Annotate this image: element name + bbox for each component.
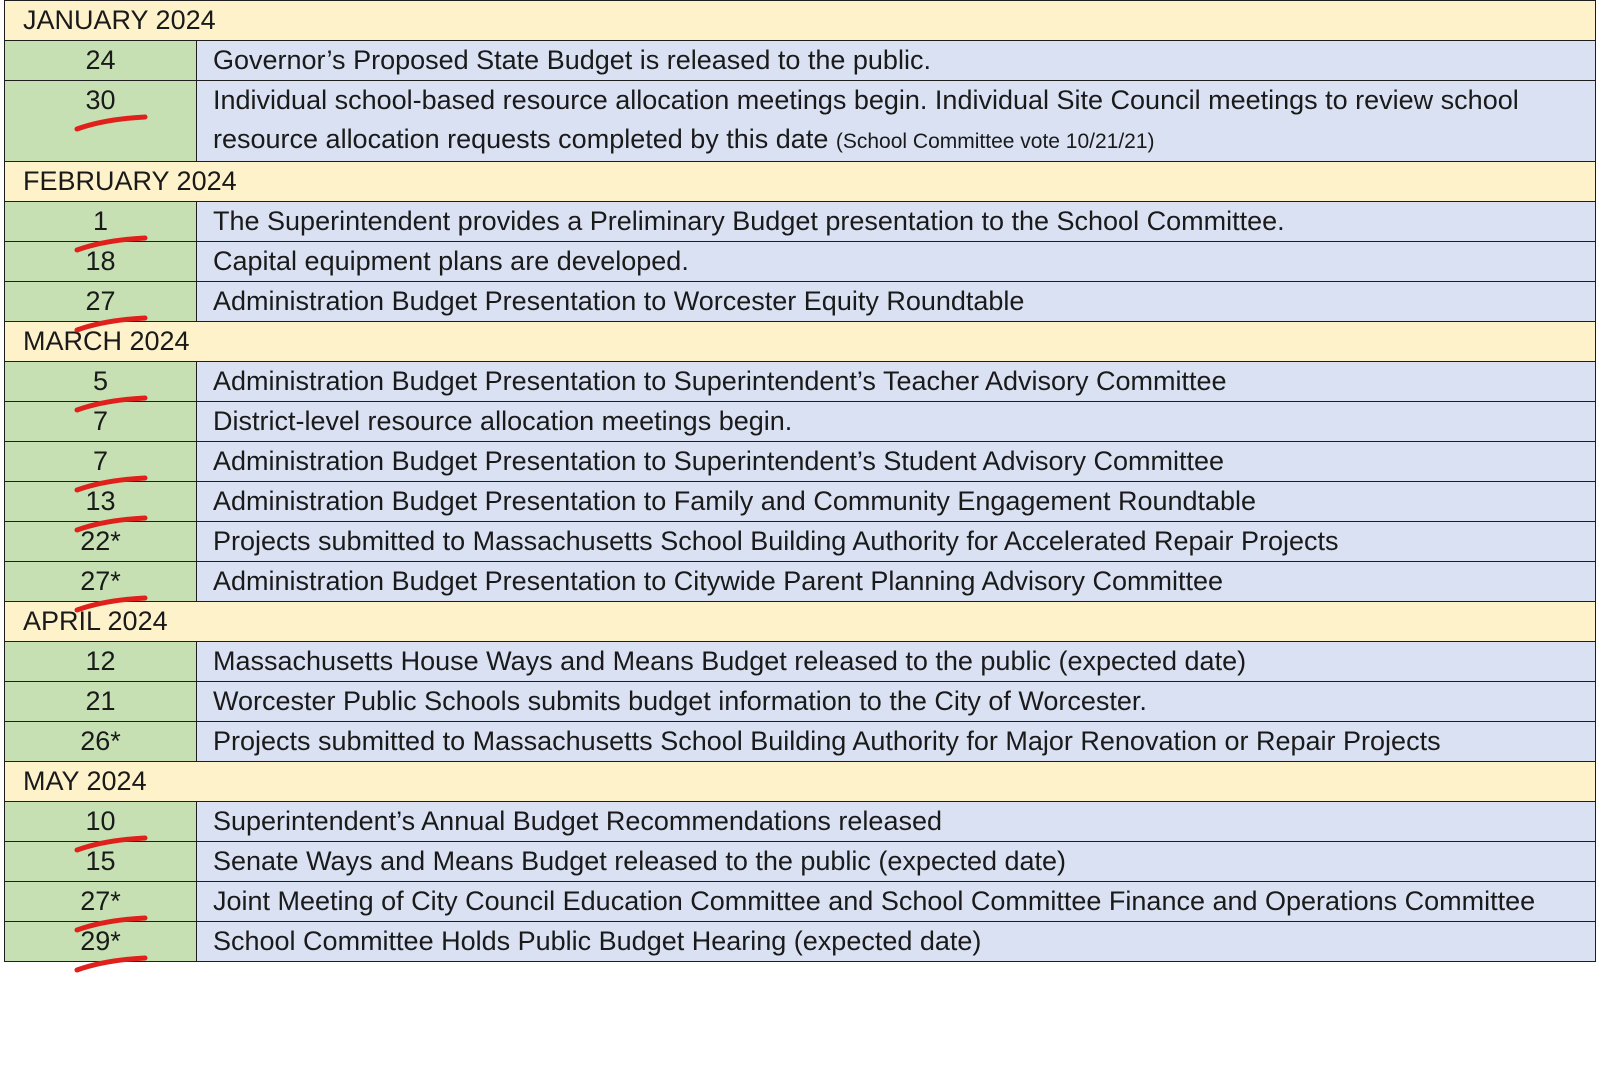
event-row — [5, 842, 1596, 882]
event-description: Superintendent’s Annual Budget Recommendations released — [213, 806, 942, 836]
event-row — [5, 682, 1596, 722]
event-description: Joint Meeting of City Council Education Committee and School Committee Finance and Operations Committee — [213, 886, 1536, 916]
event-day: 24 — [85, 45, 116, 75]
event-description: Administration Budget Presentation to Citywide Parent Planning Advisory Committee — [213, 566, 1224, 596]
event-row — [5, 882, 1596, 922]
event-day: 7 — [92, 406, 109, 436]
event-day-cell — [5, 642, 197, 682]
event-day-cell — [5, 882, 197, 922]
event-row — [5, 802, 1596, 842]
event-day: 5 — [92, 366, 109, 396]
event-row — [5, 522, 1596, 562]
event-day-cell — [5, 362, 197, 402]
event-description-cell — [197, 722, 1596, 762]
event-description: School Committee Holds Public Budget Hearing (expected date) — [213, 926, 982, 956]
event-description-cell — [197, 41, 1596, 81]
event-description-cell — [197, 282, 1596, 322]
event-description: District-level resource allocation meetings begin. — [213, 406, 793, 436]
event-description-cell — [197, 242, 1596, 282]
event-row — [5, 362, 1596, 402]
month-title: MARCH 2024 — [5, 322, 1596, 362]
event-day: 21 — [85, 686, 116, 716]
event-row — [5, 482, 1596, 522]
event-description-cell — [197, 882, 1596, 922]
event-description: Capital equipment plans are developed. — [213, 246, 689, 276]
event-day-cell — [5, 522, 197, 562]
event-description: Individual school-based resource allocation meetings begin. Individual Site Council meetings to review school resource allocation requests completed by this date — [213, 85, 1519, 154]
event-day-cell — [5, 81, 197, 162]
event-description: Massachusetts House Ways and Means Budget released to the public (expected date) — [213, 646, 1247, 676]
event-day: 22* — [80, 526, 121, 556]
event-description-cell — [197, 922, 1596, 962]
event-description: Projects submitted to Massachusetts School Building Authority for Major Renovation or Repair Projects — [213, 726, 1441, 756]
event-description: Administration Budget Presentation to Family and Community Engagement Roundtable — [213, 486, 1257, 516]
event-row — [5, 81, 1596, 162]
event-row — [5, 442, 1596, 482]
calendar-body — [5, 1, 1596, 962]
event-note: (School Committee vote 10/21/21) — [835, 130, 1155, 153]
event-day: 27* — [80, 886, 121, 916]
event-day-cell — [5, 562, 197, 602]
event-row — [5, 402, 1596, 442]
event-row — [5, 242, 1596, 282]
month-header-row — [5, 162, 1596, 202]
event-description: Projects submitted to Massachusetts School Building Authority for Accelerated Repair Projects — [213, 526, 1339, 556]
event-description-cell — [197, 802, 1596, 842]
event-day-cell — [5, 402, 197, 442]
event-day: 10 — [85, 806, 116, 836]
event-day: 26* — [80, 726, 121, 756]
event-day: 1 — [92, 206, 109, 236]
event-day-cell — [5, 922, 197, 962]
event-day-cell — [5, 802, 197, 842]
event-description-cell — [197, 562, 1596, 602]
event-day-cell — [5, 682, 197, 722]
event-description-cell — [197, 402, 1596, 442]
event-row — [5, 922, 1596, 962]
event-row — [5, 282, 1596, 322]
month-header-row — [5, 602, 1596, 642]
event-row — [5, 562, 1596, 602]
month-title: MAY 2024 — [5, 762, 1596, 802]
month-title: APRIL 2024 — [5, 602, 1596, 642]
event-row — [5, 642, 1596, 682]
budget-calendar-table — [4, 0, 1596, 962]
event-day: 18 — [85, 246, 116, 276]
event-description: Administration Budget Presentation to Superintendent’s Student Advisory Committee — [213, 446, 1225, 476]
event-description: The Superintendent provides a Preliminary Budget presentation to the School Committee. — [213, 206, 1285, 236]
event-day: 30 — [85, 85, 116, 115]
event-day: 12 — [85, 646, 116, 676]
month-header-row — [5, 762, 1596, 802]
event-day: 27* — [80, 566, 121, 596]
event-day: 13 — [85, 486, 116, 516]
event-description-cell — [197, 362, 1596, 402]
event-description-cell — [197, 442, 1596, 482]
event-row — [5, 722, 1596, 762]
event-day-cell — [5, 242, 197, 282]
event-day-cell — [5, 282, 197, 322]
event-day-cell — [5, 842, 197, 882]
event-day-cell — [5, 442, 197, 482]
event-day: 7 — [92, 446, 109, 476]
month-title: FEBRUARY 2024 — [5, 162, 1596, 202]
event-day: 29* — [80, 926, 121, 956]
event-description-cell — [197, 202, 1596, 242]
event-description-cell — [197, 482, 1596, 522]
event-description: Administration Budget Presentation to Worcester Equity Roundtable — [213, 286, 1025, 316]
event-day: 27 — [85, 286, 116, 316]
event-row — [5, 41, 1596, 81]
event-day-cell — [5, 722, 197, 762]
event-row — [5, 202, 1596, 242]
month-header-row — [5, 1, 1596, 41]
event-description-cell — [197, 842, 1596, 882]
event-description: Senate Ways and Means Budget released to the public (expected date) — [213, 846, 1067, 876]
event-day: 15 — [85, 846, 116, 876]
event-day-cell — [5, 202, 197, 242]
event-description: Administration Budget Presentation to Superintendent’s Teacher Advisory Committee — [213, 366, 1227, 396]
month-title: JANUARY 2024 — [5, 1, 1596, 41]
event-day-cell — [5, 482, 197, 522]
event-description: Governor’s Proposed State Budget is released to the public. — [213, 45, 931, 75]
event-description-cell — [197, 81, 1596, 162]
event-description: Worcester Public Schools submits budget information to the City of Worcester. — [213, 686, 1147, 716]
month-header-row — [5, 322, 1596, 362]
event-description-cell — [197, 642, 1596, 682]
event-day-cell — [5, 41, 197, 81]
event-description-cell — [197, 682, 1596, 722]
event-description-cell — [197, 522, 1596, 562]
